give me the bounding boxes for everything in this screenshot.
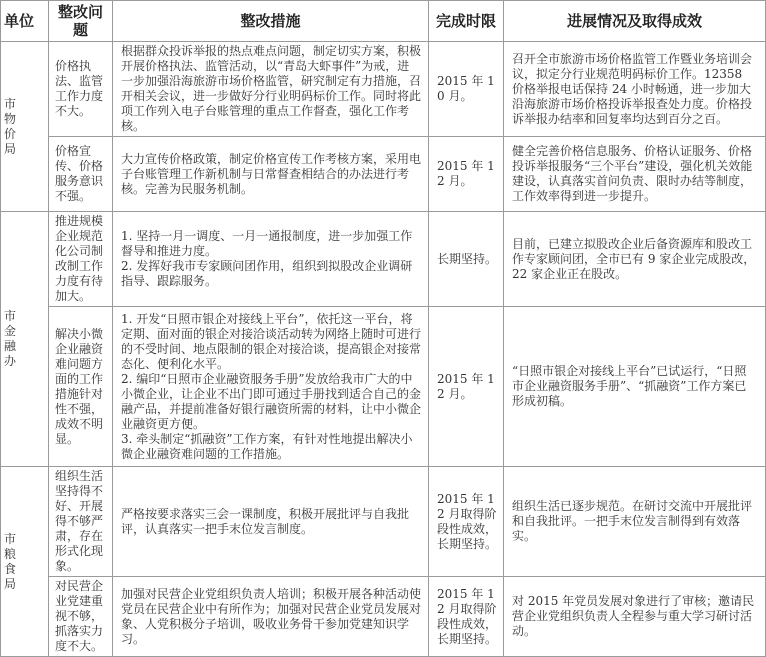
problem-cell: 价格执法、监管工作力度不大。: [49, 42, 113, 137]
header-problem: 整改问题: [49, 1, 113, 42]
table-row: [1, 137, 766, 212]
deadline-cell: 2015 年 12 月取得阶段性成效，长期坚持。: [429, 467, 504, 577]
progress-cell: 健全完善价格信息服务、价格认证服务、价格投诉举报服务“三个平台”建设，强化机关效能建设，认真落实首问负责、限时办结等制度，工作效率得到进一步提升。: [504, 137, 766, 212]
deadline-cell: 2015 年 12 月取得阶段性成效，长期坚持。: [429, 577, 504, 657]
problem-cell: 价格宣传、价格服务意识不强。: [49, 137, 113, 212]
measure-item: 1. 开发“日照市银企对接线上平台”，依托这一平台，将定期、面对面的银企对接洽谈活动转为网络上随时可进行的不受时间、地点限制的银企对接洽谈，提高银企对接常态化、便利化水平。: [121, 311, 422, 371]
measures-cell: [113, 42, 429, 137]
unit-cell: [1, 212, 49, 467]
measures-cell: [113, 467, 429, 577]
measure-item: 根据群众投诉举报的热点难点问题，制定切实方案，积极开展价格执法、监管活动，以“青岛大虾事件”为戒，进一步加强沿海旅游市场价格监管，研究制定有力措施，召开相关会议，进一步做好分行业明码标价工作。同时将此项工作列入电子台账管理的重点工作督查，强化工作考核。: [121, 44, 422, 133]
unit-name: 市金融办: [4, 309, 17, 368]
table-row: [1, 212, 766, 307]
measures-cell: [113, 212, 429, 307]
progress-cell: 组织生活已逐步规范。在研讨交流中开展批评和自我批评。一把手末位发言制得到有效落实。: [504, 467, 766, 577]
measures-cell: [113, 577, 429, 657]
measure-item: 2. 发挥好我市专家顾问团作用，组织到拟股改企业调研指导、跟踪服务。: [121, 259, 413, 288]
header-deadline: 完成时限: [429, 1, 504, 42]
header-measures: 整改措施: [113, 1, 429, 42]
problem-cell: 推进规模企业规范化公司制改制工作力度有待加大。: [49, 212, 113, 307]
measures-cell: [113, 137, 429, 212]
unit-name: 市粮食局: [4, 531, 17, 591]
measure-item: 3. 牵头制定“抓融资”工作方案，有针对性地提出解决小微企业融资难问题的工作措施。: [121, 431, 413, 461]
deadline-cell: 2015 年 12 月。: [429, 137, 504, 212]
measures-cell: [113, 307, 429, 467]
table-row: [1, 42, 766, 137]
measure-item: 严格按要求落实三会一课制度，积极开展批评与自我批评，认真落实一把手末位发言制度。: [121, 506, 410, 536]
table-row: [1, 307, 766, 467]
unit-cell: [1, 42, 49, 212]
header-unit: 单位: [1, 1, 49, 42]
deadline-cell: 2015 年 10 月。: [429, 42, 504, 137]
progress-cell: 对 2015 年党员发展对象进行了审核；邀请民营企业党组织负责人全程参与重大学习研讨活动。: [504, 577, 766, 657]
progress-cell: 目前，已建立拟股改企业后备资源库和股改工作专家顾问团，全市已有 9 家企业完成股改，22 家企业正在股改。: [504, 212, 766, 307]
measure-item: 加强对民营企业党组织负责人培训；积极开展各种活动使党员在民营企业中有所作为；加强对民营企业党员发展对象、人党积极分子培训，吸收业务骨干参加党建知识学习。: [121, 586, 422, 646]
measure-item: 2. 编印“日照市企业融资服务手册”发放给我市广大的中小微企业，让企业不出门即可通过手册找到适合自己的金融产品，并提前准备好银行融资所需的材料，让中小微企业融资更方便。: [121, 371, 422, 431]
header-progress: 进展情况及取得成效: [504, 1, 766, 42]
unit-cell: [1, 467, 49, 657]
deadline-cell: 2015 年 12 月。: [429, 307, 504, 467]
progress-cell: “日照市银企对接线上平台”已试运行，“日照市企业融资服务手册”、“抓融资”工作方案已形成初稿。: [504, 307, 766, 467]
table-header-row: [1, 1, 766, 42]
problem-cell: 解决小微企业融资难问题方面的工作措施针对性不强，成效不明显。: [49, 307, 113, 467]
problem-cell: 对民营企业党建重视不够，抓落实力度不大。: [49, 577, 113, 657]
table-row: [1, 577, 766, 657]
unit-name: 市物价局: [4, 96, 17, 156]
deadline-cell: 长期坚持。: [429, 212, 504, 307]
measure-item: 1. 坚持一月一调度、一月一通报制度，进一步加强工作督导和推进力度。: [121, 229, 413, 258]
progress-cell: 召开全市旅游市场价格监管工作暨业务培训会议，拟定分行业规范明码标价工作。12358 价格举报电话保持 24 小时畅通，进一步加大沿海旅游市场价格投诉举报查处力度。价格投诉举报办结率和回复率均达到百分之百。: [504, 42, 766, 137]
measure-item: 大力宣传价格政策，制定价格宣传工作考核方案，采用电子台账管理工作新机制与日常督查相结合的办法进行考核。完善为民服务机制。: [121, 151, 422, 196]
problem-cell: 组织生活坚持得不好、开展得不够严肃，存在形式化现象。: [49, 467, 113, 577]
table-row: [1, 467, 766, 577]
